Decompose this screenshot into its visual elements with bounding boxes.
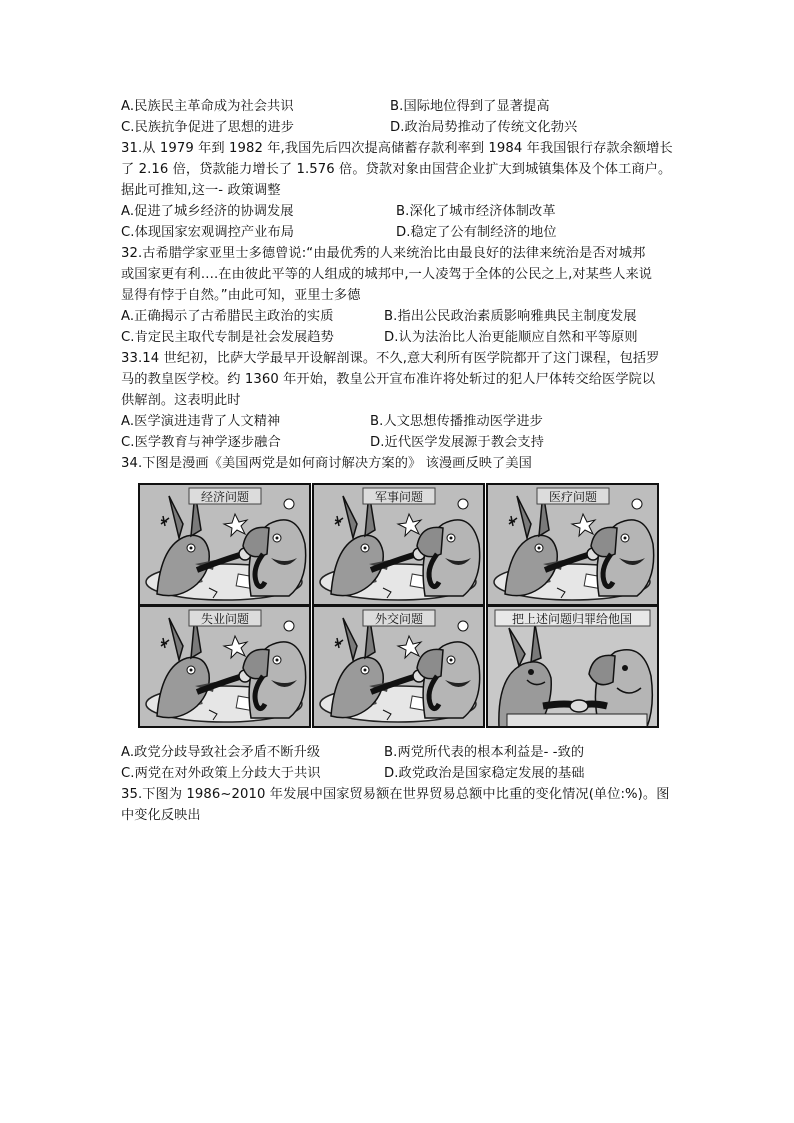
q31-option-c: C.体现国家宏观调控产业布局 (121, 225, 295, 240)
q32-option-c: C.肯定民主取代专制是社会发展趋势 (121, 330, 334, 345)
comic-panel-2-caption: 军事问题 (374, 490, 424, 504)
q32-option-d: D.认为法治比人治更能顺应自然和平等原则 (384, 330, 638, 345)
q31-stem-line-3: 据此可推知,这一- 政策调整 (121, 183, 281, 198)
comic-panel-5-caption: 外交问题 (374, 612, 424, 626)
comic-panel-4-caption: 失业问题 (200, 612, 250, 626)
q33-option-a: A.医学演进违背了人文精神 (121, 414, 281, 429)
q34-option-d: D.政党政治是国家稳定发展的基础 (384, 766, 585, 781)
q30-option-b: B.国际地位得到了显著提高 (390, 99, 550, 114)
q35-stem-line-1: 35.下图为 1986~2010 年发展中国家贸易额在世界贸易总额中比重的变化情况(单位:%)。图 (121, 787, 670, 802)
q34-option-b: B.两党所代表的根本利益是- -致的 (384, 745, 585, 760)
comic-panel-3 (487, 484, 658, 605)
q30-option-d: D.政治局势推动了传统文化勃兴 (390, 120, 578, 135)
q34-option-a: A.政党分歧导致社会矛盾不断升级 (121, 745, 321, 760)
comic-panel-1-caption: 经济问题 (200, 490, 250, 504)
comic-panel-5 (313, 606, 484, 727)
q30-option-c: C.民族抗争促进了思想的进步 (121, 120, 295, 135)
comic-panel-1 (139, 484, 310, 605)
q33-option-c: C.医学教育与神学逐步融合 (121, 435, 281, 450)
comic-panel-4 (139, 606, 310, 727)
q30-option-a: A.民族民主革命成为社会共识 (121, 99, 294, 114)
q31-stem-line-1: 31.从 1979 年到 1982 年,我国先后四次提高储蓄存款利率到 1984 年我国银行存款余额增长 (121, 141, 673, 156)
q32-option-b: B.指出公民政治素质影响雅典民主制度发展 (384, 309, 637, 324)
comic-figure (137, 482, 660, 729)
q34-stem: 34.下图是漫画《美国两党是如何商讨解决方案的》 该漫画反映了美国 (121, 456, 532, 471)
q33-stem-line-2: 马的教皇医学校。约 1360 年开始，教皇公开宣布准许将处斩过的犯人尸体转交给医学院以 (121, 372, 656, 387)
q34-option-c: C.两党在对外政策上分歧大于共识 (121, 766, 321, 781)
q33-stem-line-3: 供解剖。这表明此时 (121, 393, 241, 408)
comic-panel-6 (487, 606, 658, 727)
q33-stem-line-1: 33.14 世纪初，比萨大学最早开设解剖课。不久,意大利所有医学院都开了这门课程，包括罗 (121, 351, 660, 366)
q31-option-d: D.稳定了公有制经济的地位 (396, 225, 557, 240)
q33-option-b: B.人文思想传播推动医学进步 (370, 414, 543, 429)
q31-option-a: A.促进了城乡经济的协调发展 (121, 204, 294, 219)
comic-panel-3-caption: 医疗问题 (548, 490, 598, 504)
comic-panel-6-caption: 把上述问题归罪给他国 (511, 612, 633, 626)
comic-panel-2 (313, 484, 484, 605)
q31-stem-line-2: 了 2.16 倍，贷款能力增长了 1.576 倍。贷款对象由国营企业扩大到城镇集体及个体工商户。 (121, 162, 672, 177)
q31-option-b: B.深化了城市经济体制改革 (396, 204, 556, 219)
q32-stem-line-2: 或国家更有利….在由彼此平等的人组成的城邦中,一人凌驾于全体的公民之上,对某些人来说 (121, 267, 653, 282)
q33-option-d: D.近代医学发展源于教会支持 (370, 435, 544, 450)
q32-stem-line-1: 32.古希腊学家亚里士多德曾说:“由最优秀的人来统治比由最良好的法律来统治是否对城邦 (121, 246, 646, 261)
q32-option-a: A.正确揭示了古希腊民主政治的实质 (121, 309, 334, 324)
q32-stem-line-3: 显得有悖于自然。”由此可知，亚里士多德 (121, 288, 361, 303)
q35-stem-line-2: 中变化反映出 (121, 808, 201, 823)
